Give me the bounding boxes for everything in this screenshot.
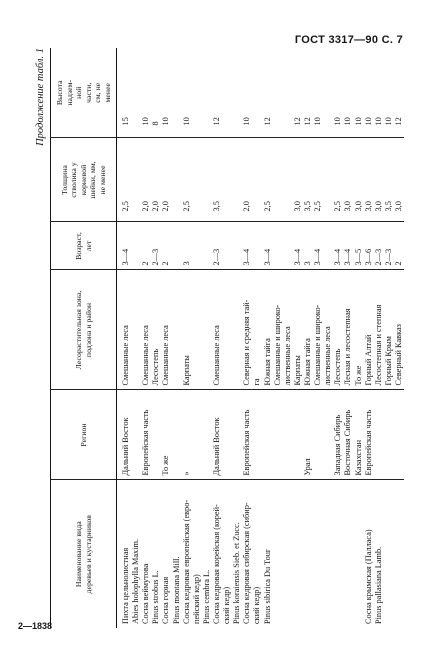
age-cell <box>222 222 232 270</box>
region-cell <box>374 390 384 480</box>
region-cell <box>384 390 394 480</box>
table-row <box>172 48 182 628</box>
zone-cell: Южная тайга <box>303 270 313 390</box>
region-cell <box>394 390 404 480</box>
region-cell: Урал <box>303 390 313 480</box>
stem-thickness-cell: 3,0 <box>394 138 404 222</box>
table-row <box>384 48 394 628</box>
species-cell <box>354 480 364 628</box>
zone-cell: Лесная и лесостепная <box>343 270 353 390</box>
region-cell <box>313 390 323 480</box>
age-cell: 2—3 <box>384 222 394 270</box>
stem-thickness-cell <box>323 138 333 222</box>
table-row <box>242 48 252 628</box>
stem-thickness-cell: 3,0 <box>343 138 353 222</box>
age-cell: 2 <box>141 222 151 270</box>
zone-cell: Горный Крым <box>384 270 394 390</box>
height-cell <box>323 48 333 138</box>
height-cell <box>222 48 232 138</box>
stem-thickness-cell: 2,0 <box>242 138 252 222</box>
stem-thickness-cell: 3,5 <box>212 138 222 222</box>
region-cell: Дальний Восток <box>117 390 132 480</box>
region-cell: Западная Сибирь <box>333 390 343 480</box>
height-cell <box>273 48 283 138</box>
age-cell <box>252 222 262 270</box>
region-cell: Европейская часть <box>141 390 151 480</box>
table-row <box>303 48 313 628</box>
age-cell: 3—4 <box>263 222 273 270</box>
table-row <box>354 48 364 628</box>
zone-cell: Смешанные леса <box>212 270 222 390</box>
height-cell: 8 <box>151 48 161 138</box>
seedling-standards-table <box>50 48 404 628</box>
stem-thickness-cell: 3,0 <box>374 138 384 222</box>
age-cell: 2—3 <box>374 222 384 270</box>
stem-thickness-cell <box>273 138 283 222</box>
column-header-age: Возраст, лет <box>51 222 117 270</box>
age-cell: 3—4 <box>242 222 252 270</box>
table-body <box>117 48 405 628</box>
column-header-region: Регион <box>51 390 117 480</box>
column-header-zone: Лесорастительная зона, подзона и район <box>51 270 117 390</box>
column-header-height: Высота надзем- ной части, см, не менее <box>51 48 117 138</box>
species-cell <box>303 480 313 628</box>
species-cell <box>313 480 323 628</box>
stem-thickness-cell <box>283 138 293 222</box>
age-cell: 3 <box>303 222 313 270</box>
region-cell: Дальний Восток <box>212 390 222 480</box>
region-cell: Европейская часть <box>242 390 252 480</box>
stem-thickness-cell <box>172 138 182 222</box>
age-cell: 2 <box>394 222 404 270</box>
species-cell: Pinus montana Mill. <box>172 480 182 628</box>
height-cell <box>252 48 262 138</box>
zone-cell: га <box>252 270 262 390</box>
species-cell: Pinus pallasiana Lamb. <box>374 480 384 628</box>
age-cell <box>283 222 293 270</box>
table-row <box>313 48 323 628</box>
height-cell <box>232 48 242 138</box>
region-cell: Европейская часть <box>364 390 374 480</box>
height-cell: 10 <box>141 48 151 138</box>
zone-cell <box>202 270 212 390</box>
gost-header: ГОСТ 3317—90 С. 7 <box>294 34 403 46</box>
zone-cell <box>222 270 232 390</box>
stem-thickness-cell: 3,5 <box>384 138 394 222</box>
zone-cell: лиственные леса <box>283 270 293 390</box>
region-cell <box>273 390 283 480</box>
zone-cell: Смешанные и широко- <box>313 270 323 390</box>
age-cell: 2 <box>161 222 171 270</box>
region-cell <box>263 390 273 480</box>
table-row <box>343 48 353 628</box>
table-row <box>117 48 132 628</box>
table-row <box>161 48 171 628</box>
height-cell: 10 <box>313 48 323 138</box>
species-cell: Pinus cembra L. <box>202 480 212 628</box>
region-cell: Казахстан <box>354 390 364 480</box>
species-cell <box>394 480 404 628</box>
height-cell: 10 <box>182 48 192 138</box>
age-cell: 2—3 <box>151 222 161 270</box>
species-cell <box>384 480 394 628</box>
table-row <box>232 48 242 628</box>
height-cell: 10 <box>374 48 384 138</box>
table-row <box>323 48 333 628</box>
region-cell <box>192 390 202 480</box>
column-header-species: Наименование вида деревьев и кустарников <box>51 480 117 628</box>
species-cell <box>323 480 333 628</box>
stem-thickness-cell: 2,5 <box>333 138 343 222</box>
age-cell: 3 <box>182 222 192 270</box>
table-row <box>374 48 384 628</box>
stem-thickness-cell: 2,5 <box>313 138 323 222</box>
species-cell: ский кедр) <box>222 480 232 628</box>
zone-cell: Лесостепная и степная <box>374 270 384 390</box>
age-cell <box>172 222 182 270</box>
stem-thickness-cell <box>232 138 242 222</box>
table-row <box>263 48 273 628</box>
species-cell: Сосна крымская (Палласа) <box>364 480 374 628</box>
table-row <box>333 48 343 628</box>
species-cell <box>343 480 353 628</box>
species-cell <box>333 480 343 628</box>
region-cell: Восточная Сибирь <box>343 390 353 480</box>
region-cell <box>151 390 161 480</box>
table-row <box>394 48 404 628</box>
age-cell: 3—5 <box>354 222 364 270</box>
region-cell <box>202 390 212 480</box>
stem-thickness-cell: 3,0 <box>354 138 364 222</box>
stem-thickness-cell: 2,5 <box>182 138 192 222</box>
age-cell <box>323 222 333 270</box>
stem-thickness-cell: 3,5 <box>303 138 313 222</box>
height-cell: 12 <box>212 48 222 138</box>
age-cell: 3—6 <box>364 222 374 270</box>
zone-cell: лиственные леса <box>323 270 333 390</box>
height-cell: 10 <box>242 48 252 138</box>
table-row <box>202 48 212 628</box>
height-cell: 10 <box>333 48 343 138</box>
table-row <box>222 48 232 628</box>
page-footer-number: 2—1838 <box>18 621 53 631</box>
age-cell: 2—3 <box>212 222 222 270</box>
age-cell <box>202 222 212 270</box>
table-header <box>51 48 117 628</box>
table-row <box>131 48 141 628</box>
height-cell <box>202 48 212 138</box>
height-cell <box>131 48 141 138</box>
age-cell <box>131 222 141 270</box>
age-cell <box>232 222 242 270</box>
height-cell: 12 <box>263 48 273 138</box>
height-cell <box>283 48 293 138</box>
region-cell <box>283 390 293 480</box>
column-header-stem-thickness: Толщина стволика у корневой шейки, мм, не менее <box>51 138 117 222</box>
species-cell <box>293 480 303 628</box>
species-cell <box>283 480 293 628</box>
zone-cell: Карпаты <box>293 270 303 390</box>
zone-cell: Южная тайга <box>263 270 273 390</box>
zone-cell: Лесостепь <box>333 270 343 390</box>
region-cell <box>131 390 141 480</box>
table-row <box>293 48 303 628</box>
zone-cell: Северный Кавказ <box>394 270 404 390</box>
species-cell: ский кедр) <box>252 480 262 628</box>
zone-cell: Горный Алтай <box>364 270 374 390</box>
table-row <box>364 48 374 628</box>
height-cell: 12 <box>303 48 313 138</box>
stem-thickness-cell <box>252 138 262 222</box>
height-cell: 10 <box>354 48 364 138</box>
table-row <box>151 48 161 628</box>
height-cell: 10 <box>343 48 353 138</box>
zone-cell <box>232 270 242 390</box>
region-cell <box>172 390 182 480</box>
height-cell: 10 <box>161 48 171 138</box>
age-cell <box>192 222 202 270</box>
stem-thickness-cell: 3,0 <box>293 138 303 222</box>
height-cell: 15 <box>117 48 132 138</box>
species-cell: Сосна горная <box>161 480 171 628</box>
age-cell <box>273 222 283 270</box>
table-row <box>283 48 293 628</box>
zone-cell <box>172 270 182 390</box>
age-cell: 3—4 <box>333 222 343 270</box>
table-row <box>252 48 262 628</box>
table-row <box>212 48 222 628</box>
zone-cell: Северная и средняя тай- <box>242 270 252 390</box>
header-row <box>51 48 117 628</box>
species-cell: Сосна кедровая сибирская (сибир- <box>242 480 252 628</box>
stem-thickness-cell: 3,0 <box>364 138 374 222</box>
table-continuation-caption: Продолжение табл. 1 <box>35 48 46 146</box>
species-cell: Pinus sibirica Du Tour <box>263 480 273 628</box>
height-cell <box>172 48 182 138</box>
height-cell: 12 <box>394 48 404 138</box>
zone-cell <box>131 270 141 390</box>
stem-thickness-cell <box>222 138 232 222</box>
zone-cell: Смешанные леса <box>117 270 132 390</box>
stem-thickness-cell: 2,0 <box>151 138 161 222</box>
height-cell: 10 <box>384 48 394 138</box>
region-cell <box>232 390 242 480</box>
region-cell <box>293 390 303 480</box>
table-row <box>192 48 202 628</box>
height-cell: 12 <box>293 48 303 138</box>
stem-thickness-cell <box>192 138 202 222</box>
zone-cell: Смешанные леса <box>161 270 171 390</box>
zone-cell: Лесостепь <box>151 270 161 390</box>
species-cell: пейский кедр) <box>192 480 202 628</box>
species-cell: Сосна кедровая европейская (евро- <box>182 480 192 628</box>
species-cell: Abies holophylla Maxim. <box>131 480 141 628</box>
height-cell <box>192 48 202 138</box>
table-row <box>141 48 151 628</box>
region-cell <box>252 390 262 480</box>
region-cell <box>323 390 333 480</box>
zone-cell: Смешанные леса <box>141 270 151 390</box>
zone-cell: Смешанные и широко- <box>273 270 283 390</box>
species-cell: Сосна кедровая корейская (корей- <box>212 480 222 628</box>
age-cell: 3—4 <box>313 222 323 270</box>
stem-thickness-cell: 2,5 <box>263 138 273 222</box>
species-cell: Pinus strobus L. <box>151 480 161 628</box>
species-cell <box>273 480 283 628</box>
species-cell: Сосна веймутова <box>141 480 151 628</box>
species-cell: Pinus koraiensis Sieb. et Zucc. <box>232 480 242 628</box>
stem-thickness-cell <box>131 138 141 222</box>
stem-thickness-cell: 2,5 <box>117 138 132 222</box>
region-cell: » <box>182 390 192 480</box>
stem-thickness-cell: 2,0 <box>141 138 151 222</box>
species-cell: Пихта цельнолистная <box>117 480 132 628</box>
zone-cell: Карпаты <box>182 270 192 390</box>
region-cell <box>222 390 232 480</box>
region-cell: То же <box>161 390 171 480</box>
table-row <box>273 48 283 628</box>
age-cell: 3—4 <box>117 222 132 270</box>
zone-cell <box>192 270 202 390</box>
height-cell: 10 <box>364 48 374 138</box>
stem-thickness-cell: 2,0 <box>161 138 171 222</box>
table-row <box>182 48 192 628</box>
stem-thickness-cell <box>202 138 212 222</box>
age-cell: 3—4 <box>343 222 353 270</box>
zone-cell: То же <box>354 270 364 390</box>
age-cell: 3—4 <box>293 222 303 270</box>
rotated-table-block <box>35 48 405 628</box>
